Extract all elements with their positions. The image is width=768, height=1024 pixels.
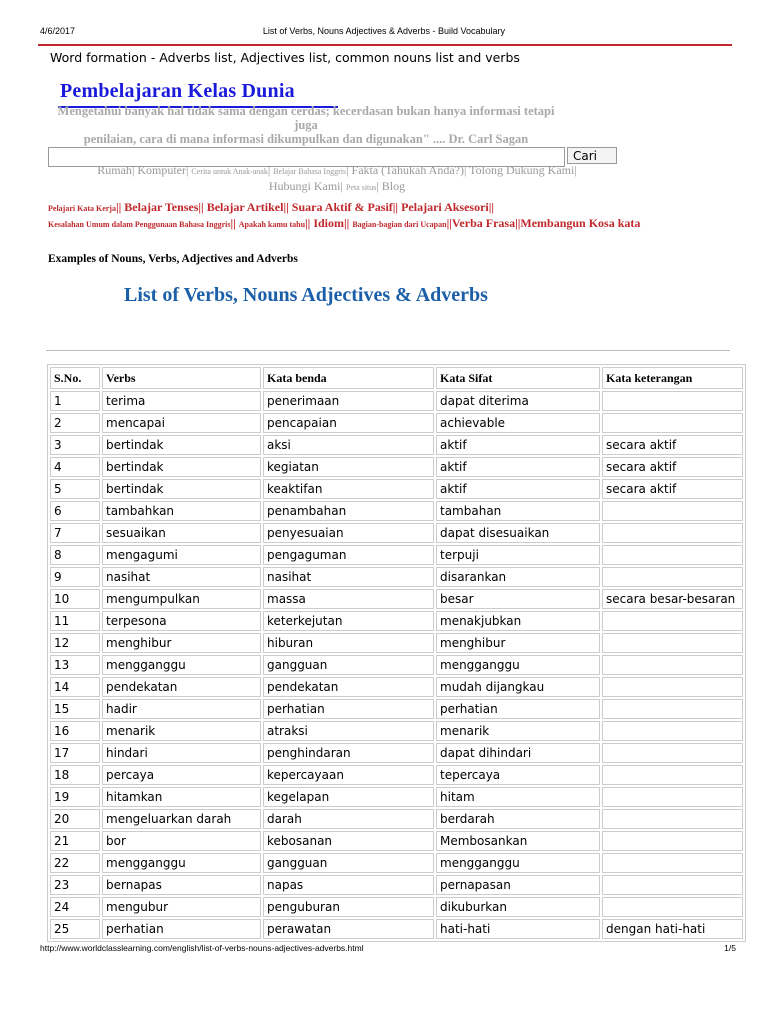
print-title: List of Verbs, Nouns Adjectives & Adverbs - Build Vocabulary	[262, 26, 506, 36]
table-cell: tambahan	[436, 501, 600, 521]
table-cell: 11	[50, 611, 100, 631]
table-cell: penguburan	[263, 897, 434, 917]
table-cell: mengganggu	[102, 655, 261, 675]
table-cell: menarik	[436, 721, 600, 741]
table-cell: kegiatan	[263, 457, 434, 477]
table-cell: hitam	[436, 787, 600, 807]
table-cell: 16	[50, 721, 100, 741]
table-cell: pengaguman	[263, 545, 434, 565]
table-cell: secara besar-besaran	[602, 589, 743, 609]
table-cell: dikuburkan	[436, 897, 600, 917]
table-cell: terima	[102, 391, 261, 411]
table-cell: achievable	[436, 413, 600, 433]
table-cell	[602, 809, 743, 829]
table-cell: berdarah	[436, 809, 600, 829]
col-kata-keterangan: Kata keterangan	[602, 367, 743, 389]
table-cell: hitamkan	[102, 787, 261, 807]
table-cell: menarik	[102, 721, 261, 741]
table-row	[50, 919, 743, 939]
nav-blog[interactable]: Blog	[381, 179, 406, 193]
nav-dukung[interactable]: Tolong Dukung Kami	[469, 163, 575, 177]
table-cell: bertindak	[102, 457, 261, 477]
table-cell: mencapai	[102, 413, 261, 433]
table-cell: penambahan	[263, 501, 434, 521]
table-cell	[602, 875, 743, 895]
table-row	[50, 501, 743, 521]
table-cell: 21	[50, 831, 100, 851]
table-cell: besar	[436, 589, 600, 609]
table-cell: bertindak	[102, 479, 261, 499]
nav-ucapan[interactable]: Bagian-bagian dari Ucapan	[352, 220, 447, 229]
print-footer	[40, 943, 736, 953]
nav-aksesori[interactable]: Pelajari Aksesori	[401, 200, 489, 214]
table-cell: mengganggu	[102, 853, 261, 873]
table-cell	[602, 655, 743, 675]
nav-idiom[interactable]: Idiom	[313, 216, 345, 230]
quote-line-1: Mengetahui banyak hal tidak sama dengan cerdas; kecerdasan bukan hanya informasi tetapi juga	[57, 104, 555, 132]
table-cell: 4	[50, 457, 100, 477]
table-cell: pendekatan	[102, 677, 261, 697]
table-cell: keterkejutan	[263, 611, 434, 631]
print-date: 4/6/2017	[40, 26, 76, 36]
table-cell: 1	[50, 391, 100, 411]
nav-fakta[interactable]: Fakta (Tahukah Anda?)	[351, 163, 464, 177]
table-cell: perhatian	[436, 699, 600, 719]
table-cell: nasihat	[263, 567, 434, 587]
table-row	[50, 831, 743, 851]
table-cell	[602, 391, 743, 411]
col-kata-benda: Kata benda	[263, 367, 434, 389]
site-name-link[interactable]: Pembelajaran Kelas Dunia	[60, 80, 295, 102]
table-row	[50, 853, 743, 873]
table-cell: atraksi	[263, 721, 434, 741]
table-cell: 9	[50, 567, 100, 587]
nav-kata-kerja[interactable]: Pelajari Kata Kerja	[48, 204, 116, 213]
table-cell: dapat disesuaikan	[436, 523, 600, 543]
table-cell: 17	[50, 743, 100, 763]
table-row	[50, 897, 743, 917]
table-cell: gangguan	[263, 655, 434, 675]
table-cell: 15	[50, 699, 100, 719]
table-cell: 3	[50, 435, 100, 455]
nav-kesalahan[interactable]: Kesalahan Umum dalam Penggunaan Bahasa Inggris	[48, 220, 231, 229]
table-cell: disarankan	[436, 567, 600, 587]
table-cell	[602, 831, 743, 851]
table-cell: 12	[50, 633, 100, 653]
top-nav: Rumah| Komputer| Cerita untuk Anak-anak| Belajar Bahasa Inggris| Fakta (Tahukah Anda?)| Tolong Dukung Kami| Hubungi Kami| Peta situs| Blog	[97, 163, 577, 193]
table-cell: bor	[102, 831, 261, 851]
table-cell: secara aktif	[602, 435, 743, 455]
table-cell: mengganggu	[436, 853, 600, 873]
table-cell: kepercayaan	[263, 765, 434, 785]
table-header-row	[50, 367, 743, 389]
table-cell	[602, 633, 743, 653]
table-row	[50, 523, 743, 543]
nav-peta-situs[interactable]: Peta situs	[345, 183, 377, 192]
table-cell: mengubur	[102, 897, 261, 917]
table-cell: mengeluarkan darah	[102, 809, 261, 829]
content-divider	[46, 350, 730, 351]
table-row	[50, 545, 743, 565]
nav-tahu[interactable]: Apakah kamu tahu	[238, 220, 306, 229]
table-cell: Membosankan	[436, 831, 600, 851]
vocab-table	[47, 364, 746, 942]
table-row	[50, 435, 743, 455]
table-cell	[602, 545, 743, 565]
table-cell	[602, 721, 743, 741]
nav-rumah[interactable]: Rumah	[97, 163, 132, 177]
nav-suara[interactable]: Suara Aktif & Pasif	[291, 200, 393, 214]
table-cell	[602, 501, 743, 521]
table-cell: perhatian	[263, 699, 434, 719]
table-row	[50, 589, 743, 609]
table-cell: mudah dijangkau	[436, 677, 600, 697]
table-cell: hati-hati	[436, 919, 600, 939]
table-cell	[602, 765, 743, 785]
table-cell: pendekatan	[263, 677, 434, 697]
table-cell: 18	[50, 765, 100, 785]
table-row	[50, 457, 743, 477]
table-row	[50, 391, 743, 411]
table-cell: perawatan	[263, 919, 434, 939]
nav-komputer[interactable]: Komputer	[137, 163, 186, 177]
table-cell: 10	[50, 589, 100, 609]
table-cell: napas	[263, 875, 434, 895]
table-cell: 6	[50, 501, 100, 521]
table-cell: gangguan	[263, 853, 434, 873]
table-cell: kegelapan	[263, 787, 434, 807]
nav-hubungi[interactable]: Hubungi Kami	[268, 179, 341, 193]
col-kata-sifat: Kata Sifat	[436, 367, 600, 389]
page-subtitle: Word formation - Adverbs list, Adjectives list, common nouns list and verbs	[50, 50, 520, 65]
table-cell: tepercaya	[436, 765, 600, 785]
table-cell	[602, 567, 743, 587]
table-cell: aksi	[263, 435, 434, 455]
page-title: List of Verbs, Nouns Adjectives & Adverbs	[124, 284, 488, 306]
table-cell: sesuaikan	[102, 523, 261, 543]
table-row	[50, 677, 743, 697]
site-quote	[50, 104, 562, 146]
table-cell: hadir	[102, 699, 261, 719]
table-cell: terpuji	[436, 545, 600, 565]
table-cell: aktif	[436, 435, 600, 455]
table-cell: 13	[50, 655, 100, 675]
search-button[interactable]: Cari	[567, 147, 617, 164]
table-body	[50, 391, 743, 939]
table-cell: 2	[50, 413, 100, 433]
table-cell: aktif	[436, 457, 600, 477]
table-cell: mengumpulkan	[102, 589, 261, 609]
table-row	[50, 743, 743, 763]
table-cell: pencapaian	[263, 413, 434, 433]
nav-belajar-bahasa[interactable]: Belajar Bahasa Inggris	[273, 167, 347, 176]
table-cell	[602, 413, 743, 433]
table-row	[50, 787, 743, 807]
table-cell	[602, 611, 743, 631]
table-row	[50, 567, 743, 587]
nav-cerita[interactable]: Cerita untuk Anak-anak	[191, 167, 268, 176]
table-cell: dapat diterima	[436, 391, 600, 411]
examples-heading: Examples of Nouns, Verbs, Adjectives and Adverbs	[48, 253, 298, 265]
table-cell: 8	[50, 545, 100, 565]
footer-url: http://www.worldclasslearning.com/english/list-of-verbs-nouns-adjectives-adverbs.html	[40, 943, 364, 953]
table-cell: 14	[50, 677, 100, 697]
table-cell: penerimaan	[263, 391, 434, 411]
table-cell: penghindaran	[263, 743, 434, 763]
table-cell: hindari	[102, 743, 261, 763]
table-cell: perhatian	[102, 919, 261, 939]
table-cell: menakjubkan	[436, 611, 600, 631]
table-row	[50, 765, 743, 785]
table-cell: menghibur	[436, 633, 600, 653]
table-row	[50, 809, 743, 829]
nav-artikel[interactable]: Belajar Artikel	[206, 200, 284, 214]
table-cell	[602, 897, 743, 917]
table-cell	[602, 787, 743, 807]
table-cell: penyesuaian	[263, 523, 434, 543]
table-cell: bertindak	[102, 435, 261, 455]
nav-verba-frasa[interactable]: Verba Frasa	[451, 216, 516, 230]
table-cell: dapat dihindari	[436, 743, 600, 763]
table-cell: 20	[50, 809, 100, 829]
table-row	[50, 633, 743, 653]
table-row	[50, 875, 743, 895]
table-cell: menghibur	[102, 633, 261, 653]
table-row	[50, 479, 743, 499]
nav-tenses[interactable]: Belajar Tenses	[124, 200, 199, 214]
table-cell: hiburan	[263, 633, 434, 653]
table-cell: dengan hati-hati	[602, 919, 743, 939]
table-row	[50, 611, 743, 631]
table-cell: 25	[50, 919, 100, 939]
table-cell: 7	[50, 523, 100, 543]
table-cell: 5	[50, 479, 100, 499]
table-cell: tambahkan	[102, 501, 261, 521]
table-cell: 24	[50, 897, 100, 917]
table-cell: secara aktif	[602, 457, 743, 477]
table-cell	[602, 523, 743, 543]
table-cell: 22	[50, 853, 100, 873]
col-sno: S.No.	[50, 367, 100, 389]
table-cell: 19	[50, 787, 100, 807]
table-cell	[602, 699, 743, 719]
table-row	[50, 413, 743, 433]
table-cell	[602, 743, 743, 763]
table-cell	[602, 853, 743, 873]
table-cell: kebosanan	[263, 831, 434, 851]
lesson-nav: Pelajari Kata Kerja|| Belajar Tenses|| Belajar Artikel|| Suara Aktif & Pasif|| Pelajari Aksesori|| Kesalahan Umum dalam Penggunaan Bahasa Inggris|| Apakah kamu tahu|| Idiom|| Bagian-bagian dari Ucapan||Verba Frasa||Membangun Kosa kata	[48, 200, 641, 230]
table-cell: 23	[50, 875, 100, 895]
table-cell: pernapasan	[436, 875, 600, 895]
quote-line-2: penilaian, cara di mana informasi dikumpulkan dan digunakan" .... Dr. Carl Sagan	[83, 132, 529, 146]
table-row	[50, 655, 743, 675]
footer-page-number: 1/5	[724, 943, 736, 953]
table-cell: bernapas	[102, 875, 261, 895]
table-cell: mengagumi	[102, 545, 261, 565]
col-verbs: Verbs	[102, 367, 261, 389]
table-cell: percaya	[102, 765, 261, 785]
table-row	[50, 699, 743, 719]
header-divider	[38, 44, 732, 46]
table-cell: mengganggu	[436, 655, 600, 675]
table-cell: terpesona	[102, 611, 261, 631]
table-cell: aktif	[436, 479, 600, 499]
table-cell: massa	[263, 589, 434, 609]
nav-kosa-kata[interactable]: Membangun Kosa kata	[520, 216, 641, 230]
table-cell: secara aktif	[602, 479, 743, 499]
table-cell: keaktifan	[263, 479, 434, 499]
print-header	[0, 26, 768, 38]
table-cell: nasihat	[102, 567, 261, 587]
table-row	[50, 721, 743, 741]
table-cell	[602, 677, 743, 697]
table-cell: darah	[263, 809, 434, 829]
